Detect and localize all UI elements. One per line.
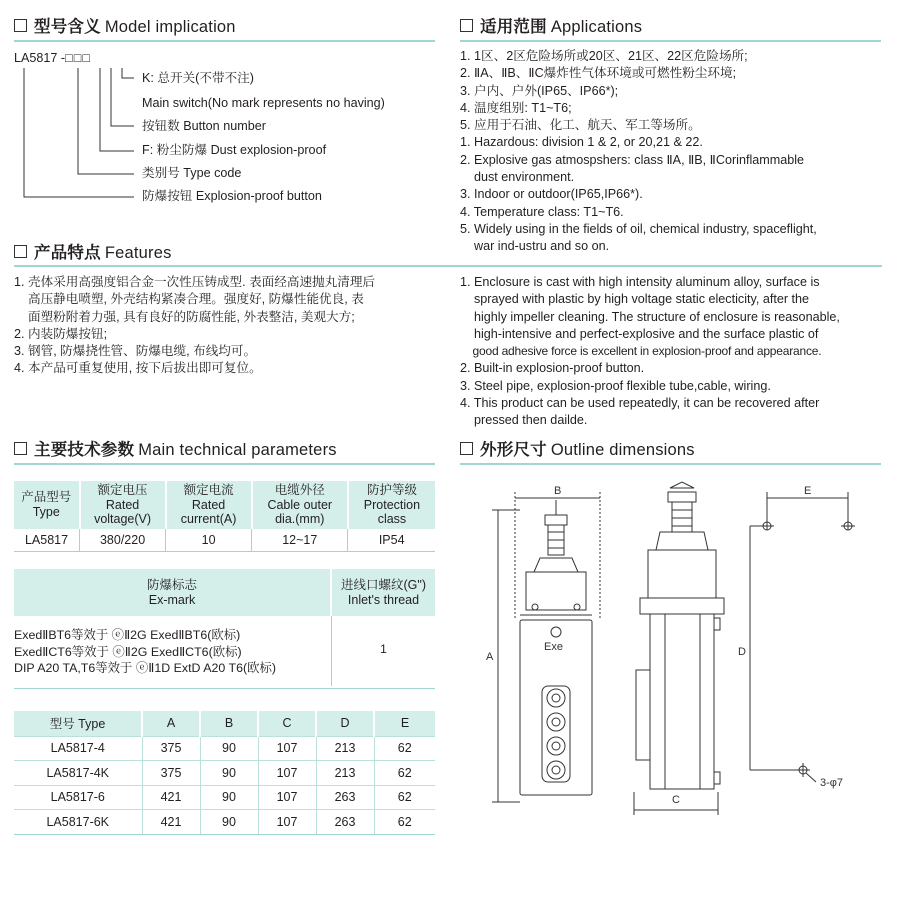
- list-item: highly impeller cleaning. The structure of enclosure is reasonable,: [460, 309, 840, 324]
- list-item: 1. Hazardous: division 1 & 2, or 20,21 & 22.: [460, 135, 703, 150]
- k-main-switch-cn: K: 总开关(不带不注): [142, 71, 254, 85]
- table-row: [14, 761, 435, 786]
- type-code-label: 类别号 Type code: [142, 166, 242, 180]
- outline-header: [460, 437, 695, 459]
- header-cell: E: [374, 711, 435, 736]
- table-cell: 375: [142, 736, 200, 761]
- ex-mark-table: [14, 569, 435, 686]
- table-cell: 90: [200, 761, 258, 786]
- k-main-switch-en: Main switch(No mark represents no having): [142, 96, 385, 110]
- table-cell: 107: [258, 810, 316, 835]
- features-rule: [14, 265, 882, 267]
- list-item: 1. 壳体采用高强度铝合金一次性压铸成型. 表面经高速抛丸清理后: [14, 275, 376, 289]
- table-cell: 375: [142, 761, 200, 786]
- button-number-label: 按钮数 Button number: [142, 119, 266, 133]
- list-item: 4. Temperature class: T1~T6.: [460, 204, 624, 219]
- list-item: 2. Built-in explosion-proof button.: [460, 361, 645, 376]
- ex-mark-lines: [14, 616, 332, 686]
- checkbox-square-icon: [460, 442, 473, 455]
- list-item: 3. Steel pipe, explosion-proof flexible tube,cable, wiring.: [460, 378, 771, 393]
- model-code-diagram: [14, 50, 444, 210]
- table-cell: LA5817-4K: [14, 761, 142, 786]
- tech-params-header: [14, 437, 337, 459]
- list-item: 1. Enclosure is cast with high intensity aluminum alloy, surface is: [460, 275, 820, 289]
- features-cn-list: [14, 274, 444, 378]
- f-dust-label: F: 粉尘防爆 Dust explosion-proof: [142, 143, 327, 157]
- features-title: 产品特点 Features: [34, 244, 172, 262]
- exe-marking: Exe: [544, 641, 563, 653]
- list-item: pressed then dailde.: [460, 413, 588, 428]
- ex-mark-bottom-rule: [14, 688, 435, 689]
- list-item: 5. 应用于石油、化工、航天、军工等场所。: [460, 118, 701, 133]
- checkbox-square-icon: [14, 245, 27, 258]
- checkbox-square-icon: [14, 19, 27, 32]
- header-cell: B: [200, 711, 258, 736]
- table-cell: 263: [316, 810, 374, 835]
- ex-mark-line: ExedⅡCT6等效于 ⓔⅡ2G ExedⅡCT6(欧标): [14, 644, 242, 659]
- dim-label-c: C: [672, 794, 680, 806]
- list-item: 4. 温度组别: T1~T6;: [460, 100, 572, 115]
- table-cell: 10: [166, 529, 252, 551]
- table-cell: 421: [142, 785, 200, 810]
- table-cell: LA5817-6K: [14, 810, 142, 835]
- ex-mark-line: ExedⅡBT6等效于 ⓔⅡ2G ExedⅡBT6(欧标): [14, 628, 241, 642]
- outline-title: 外形尺寸 Outline dimensions: [480, 441, 695, 459]
- list-item: 1. 1区、2区危险场所或20区、21区、22区危险场所;: [460, 49, 748, 63]
- header-cell: C: [258, 711, 316, 736]
- model-section-title: 型号含义 Model implication: [34, 18, 236, 36]
- table-cell: LA5817-6: [14, 785, 142, 810]
- table-cell: 107: [258, 736, 316, 761]
- table-cell: 107: [258, 761, 316, 786]
- header-current: 额定电流 Rated current(A): [166, 481, 252, 529]
- applications-rule: [460, 40, 881, 42]
- header-cell: 型号 Type: [14, 711, 142, 736]
- ex-mark-body: [14, 616, 435, 686]
- model-section-header: [14, 14, 236, 36]
- list-item: 3. 户内、户外(IP65、IP66*);: [460, 83, 619, 98]
- list-item: 3. Indoor or outdoor(IP65,IP66*).: [460, 187, 643, 202]
- table-cell: LA5817-4: [14, 736, 142, 761]
- applications-title: 适用范围 Applications: [480, 18, 643, 36]
- features-header: [14, 240, 172, 262]
- checkbox-square-icon: [460, 19, 473, 32]
- ex-mark-header: [14, 569, 435, 616]
- table-row: [14, 785, 435, 810]
- table-cell: 263: [316, 785, 374, 810]
- list-item: 2. ⅡA、ⅡB、ⅡC爆炸性气体环境或可燃性粉尘环境;: [460, 66, 737, 81]
- table-cell: 12~17: [252, 529, 348, 551]
- mounting-view: [750, 492, 855, 782]
- list-item: 4. This product can be used repeatedly, it can be recovered after: [460, 396, 820, 411]
- table-row: [14, 529, 435, 551]
- model-code: LA5817 -□□□: [14, 51, 91, 65]
- tech-params-table: [14, 481, 435, 551]
- list-item: sprayed with plastic by high voltage static electicity, after the: [460, 292, 810, 307]
- checkbox-square-icon: [14, 442, 27, 455]
- outline-drawing: [460, 470, 890, 830]
- list-item: good adhesive force is excellent in explosion-proof and appearance.: [460, 344, 822, 359]
- dimensions-table: [14, 711, 435, 834]
- ex-button-label: 防爆按钮 Explosion-proof button: [142, 189, 322, 203]
- table-cell: 90: [200, 810, 258, 835]
- dim-label-b: B: [554, 485, 562, 497]
- dimensions-bottom-rule: [14, 834, 435, 835]
- table-cell: 62: [374, 736, 435, 761]
- ex-mark-line: DIP A20 TA,T6等效于 ⓔⅡ1D ExtD A20 T6(欧标): [14, 661, 277, 675]
- header-cell: D: [316, 711, 374, 736]
- thread-value: 1: [380, 642, 387, 656]
- list-item: 5. Widely using in the fields of oil, chemical industry, spaceflight,: [460, 221, 817, 236]
- table-cell: 107: [258, 785, 316, 810]
- list-item: dust environment.: [460, 170, 575, 185]
- table-row: [14, 736, 435, 761]
- tech-params-bottom-rule: [14, 551, 435, 552]
- table-cell: 90: [200, 736, 258, 761]
- table-cell: 62: [374, 761, 435, 786]
- table-cell: 62: [374, 810, 435, 835]
- table-cell: 213: [316, 736, 374, 761]
- list-item: 2. Explosive gas atmospshers: class ⅡA, ⅡB, ⅡCorinflammable: [460, 152, 805, 167]
- table-cell: 380/220: [80, 529, 166, 551]
- table-cell: IP54: [378, 532, 405, 547]
- table-cell: 62: [374, 785, 435, 810]
- holes-label: 3-φ7: [820, 777, 844, 789]
- dim-label-e: E: [804, 485, 812, 497]
- list-item: 2. 内装防爆按钮;: [14, 326, 108, 341]
- list-item: war ind-ustru and so on.: [460, 239, 610, 254]
- header-cell: A: [142, 711, 200, 736]
- side-view: [634, 482, 724, 815]
- header-voltage: 额定电压 Rated voltage(V): [80, 481, 166, 529]
- dim-label-d: D: [738, 646, 746, 658]
- applications-list: [460, 48, 890, 256]
- table-cell: LA5817: [14, 529, 80, 551]
- table-cell: 90: [200, 785, 258, 810]
- features-en-list: [460, 274, 890, 430]
- list-item: 面塑粉附着力强, 具有良好的防腐性能, 外表整洁, 美观大方;: [14, 309, 355, 324]
- tech-params-title: 主要技术参数 Main technical parameters: [34, 441, 337, 459]
- list-item: high-intensive and perfect-explosive and the surface plastic of: [460, 326, 819, 341]
- ex-mark-header-cell: 防爆标志 Ex-mark: [14, 569, 332, 616]
- list-item: 3. 钢管, 防爆挠性管、防爆电缆, 布线均可。: [14, 344, 257, 359]
- header-type: 产品型号 Type: [14, 481, 80, 529]
- outline-rule: [460, 463, 881, 465]
- dim-label-a: A: [486, 651, 494, 663]
- applications-header: [460, 14, 642, 36]
- model-section-rule: [14, 40, 435, 42]
- tech-params-rule: [14, 463, 435, 465]
- thread-header-cell: 进线口螺纹(G") Inlet's thread: [341, 578, 426, 607]
- header-cable: 电缆外径 Cable outer dia.(mm): [252, 481, 348, 529]
- table-cell: 421: [142, 810, 200, 835]
- table-cell: 213: [316, 761, 374, 786]
- list-item: 4. 本产品可重复使用, 按下后拔出即可复位。: [14, 361, 262, 376]
- list-item: 高压静电喷塑, 外壳结构紧凑合理。强度好, 防爆性能优良, 表: [14, 292, 364, 307]
- table-row: [14, 810, 435, 835]
- header-protection: 防护等级 Protection class: [348, 481, 435, 529]
